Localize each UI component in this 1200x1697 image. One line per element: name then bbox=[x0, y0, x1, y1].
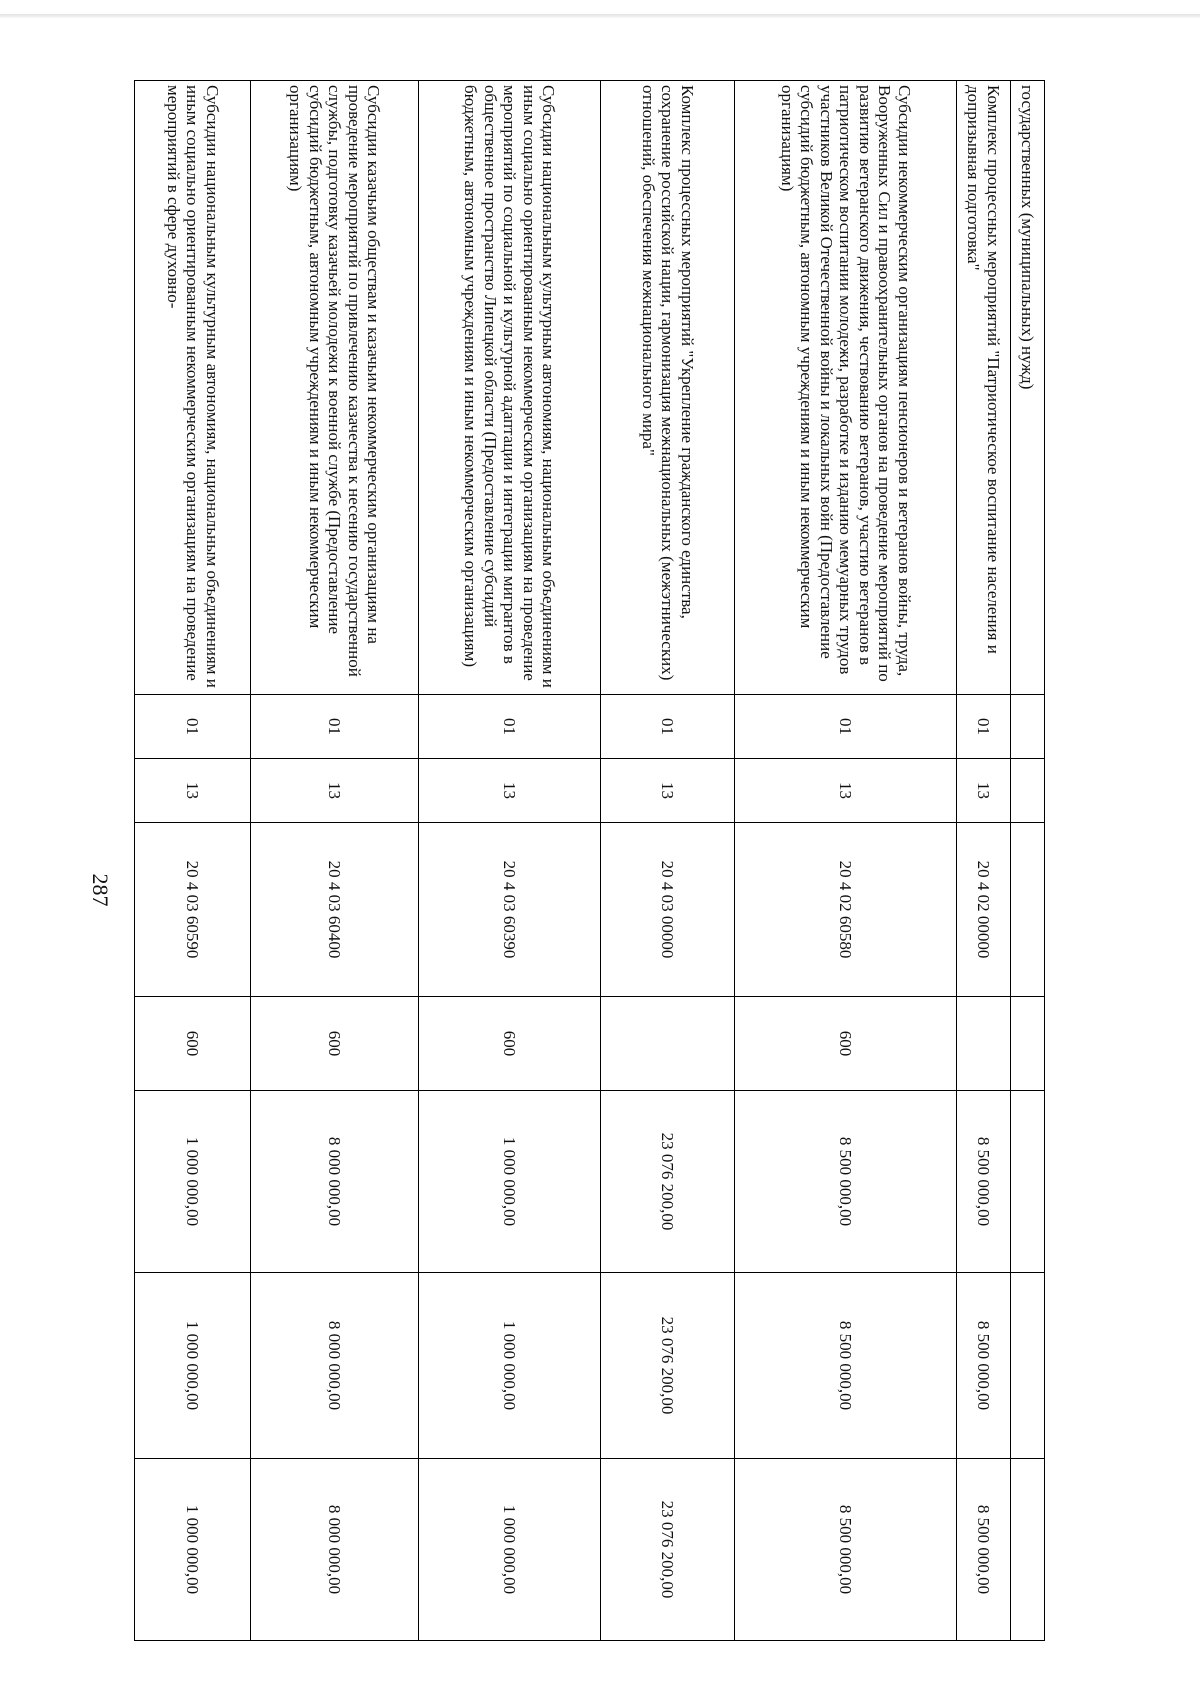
row-sum-3: 23 076 200,00 bbox=[601, 1459, 735, 1641]
row-sum-1: 1 000 000,00 bbox=[419, 1091, 601, 1273]
rotated-page bbox=[135, 80, 1045, 1640]
row-vr: 600 bbox=[251, 997, 419, 1091]
row-vr bbox=[1011, 997, 1045, 1091]
row-csr bbox=[1011, 823, 1045, 997]
table-row bbox=[135, 81, 251, 1641]
row-csr: 20 4 02 00000 bbox=[957, 823, 1011, 997]
row-vr: 600 bbox=[735, 997, 957, 1091]
row-gr: 01 bbox=[251, 695, 419, 759]
row-sum-3 bbox=[1011, 1459, 1045, 1641]
row-rz: 13 bbox=[419, 759, 601, 823]
row-sum-1: 8 500 000,00 bbox=[735, 1091, 957, 1273]
row-sum-3: 8 000 000,00 bbox=[251, 1459, 419, 1641]
row-sum-1: 8 000 000,00 bbox=[251, 1091, 419, 1273]
row-rz: 13 bbox=[957, 759, 1011, 823]
row-sum-3: 1 000 000,00 bbox=[135, 1459, 251, 1641]
table-row bbox=[957, 81, 1011, 1641]
table-row bbox=[1011, 81, 1045, 1641]
row-sum-2: 1 000 000,00 bbox=[419, 1273, 601, 1459]
row-gr: 01 bbox=[419, 695, 601, 759]
table-row bbox=[251, 81, 419, 1641]
row-name: Субсидии национальным культурным автономиям, национальным объединениям и иным социально ориентированным некоммерческим организациям на проведение мероприятий в сфере духовно- bbox=[135, 81, 251, 695]
budget-table bbox=[134, 80, 1045, 1641]
row-rz: 13 bbox=[251, 759, 419, 823]
row-vr bbox=[957, 997, 1011, 1091]
row-sum-1: 8 500 000,00 bbox=[957, 1091, 1011, 1273]
row-csr: 20 4 03 60400 bbox=[251, 823, 419, 997]
row-name: Субсидии некоммерческим организациям пенсионеров и ветеранов войны, труда, Вооруженных Сил и правоохранительных органов на проведение мероприятий по развитию ветеранского движения, чествованию ветеранов, участию ветеранов в патриотическом воспитании молодежи, разработке и изданию мемуарных трудов участников Великой Отечественной войны и локальных войн (Предоставление субсидий бюджетным, автономным учреждениям и иным некоммерческим организациям) bbox=[735, 81, 957, 695]
table-row bbox=[735, 81, 957, 1641]
page-number: 287 bbox=[88, 873, 113, 907]
row-csr: 20 4 03 60390 bbox=[419, 823, 601, 997]
row-sum-1: 1 000 000,00 bbox=[135, 1091, 251, 1273]
row-name: Комплекс процессных мероприятий "Укрепление гражданского единства, сохранение российской нации, гармонизация межнациональных (межэтнических) отношений, обеспечения межнационального мира" bbox=[601, 81, 735, 695]
row-csr: 20 4 03 60590 bbox=[135, 823, 251, 997]
row-vr bbox=[601, 997, 735, 1091]
table-row bbox=[601, 81, 735, 1641]
row-sum-2: 8 500 000,00 bbox=[957, 1273, 1011, 1459]
row-name: Субсидии национальным культурным автономиям, национальным объединениям и иным социально ориентированным некоммерческим организациям на проведение мероприятий по социальной и культурной адаптации и интеграции мигрантов в общественное пространство Липецкой области (Предоставление субсидий бюджетным, автономным учреждениям и иным некоммерческим организациям) bbox=[419, 81, 601, 695]
row-csr: 20 4 03 00000 bbox=[601, 823, 735, 997]
row-sum-2: 8 500 000,00 bbox=[735, 1273, 957, 1459]
row-name: государственных (муниципальных) нужд) bbox=[1011, 81, 1045, 695]
row-sum-3: 1 000 000,00 bbox=[419, 1459, 601, 1641]
row-gr: 01 bbox=[135, 695, 251, 759]
row-sum-3: 8 500 000,00 bbox=[735, 1459, 957, 1641]
table-row bbox=[419, 81, 601, 1641]
row-sum-1: 23 076 200,00 bbox=[601, 1091, 735, 1273]
row-name: Субсидии казачьим обществам и казачьим некоммерческим организациям на проведение мероприятий по привлечению казачества к несению государственной службы, подготовку казачьей молодежи к военной службе (Предоставление субсидий бюджетным, автономным учреждениям и иным некоммерческим организациям) bbox=[251, 81, 419, 695]
row-vr: 600 bbox=[135, 997, 251, 1091]
row-name: Комплекс процессных мероприятий "Патриотическое воспитание населения и допризывная подготовка" bbox=[957, 81, 1011, 695]
row-sum-2: 1 000 000,00 bbox=[135, 1273, 251, 1459]
row-vr: 600 bbox=[419, 997, 601, 1091]
scan-top-edge bbox=[0, 14, 1200, 18]
row-sum-2: 23 076 200,00 bbox=[601, 1273, 735, 1459]
row-rz bbox=[1011, 759, 1045, 823]
row-sum-3: 8 500 000,00 bbox=[957, 1459, 1011, 1641]
row-sum-1 bbox=[1011, 1091, 1045, 1273]
row-gr bbox=[1011, 695, 1045, 759]
row-rz: 13 bbox=[601, 759, 735, 823]
row-sum-2: 8 000 000,00 bbox=[251, 1273, 419, 1459]
row-csr: 20 4 02 60580 bbox=[735, 823, 957, 997]
row-sum-2 bbox=[1011, 1273, 1045, 1459]
row-gr: 01 bbox=[735, 695, 957, 759]
row-gr: 01 bbox=[957, 695, 1011, 759]
row-rz: 13 bbox=[735, 759, 957, 823]
row-rz: 13 bbox=[135, 759, 251, 823]
row-gr: 01 bbox=[601, 695, 735, 759]
